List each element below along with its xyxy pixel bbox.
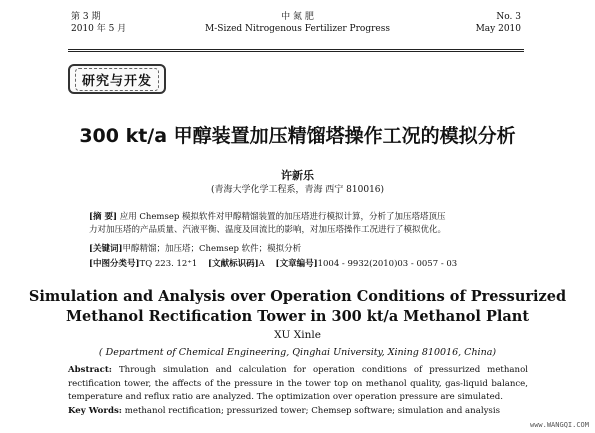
- watermark: www.WANGQI.COM: [529, 421, 589, 429]
- affiliation-en: ( Department of Chemical Engineering, Qinghai University, Xining 810016, China): [98, 347, 497, 358]
- issue-zh: 第 3 期: [71, 12, 101, 22]
- doc-code-label: [文献标识码]: [208, 259, 259, 269]
- keywords-en: [68, 406, 528, 416]
- section-badge-label: 研究与开发: [75, 68, 159, 91]
- classification-row: [89, 257, 507, 269]
- header-rule: [68, 49, 524, 50]
- header-issue-en: [476, 11, 521, 35]
- abstract-zh-text-2: 力对加压塔的产品质量、汽液平衡、温度及回流比的影响，对加压塔操作工况进行了模拟优化。: [89, 225, 447, 235]
- keywords-en-text: methanol rectification; pressurized tower; Chemsep software; simulation and analysis: [124, 406, 501, 416]
- abstract-zh: [89, 211, 507, 237]
- issue-en: No. 3: [496, 12, 521, 22]
- title-zh: 300 kt/a 甲醇装置加压精馏塔操作工况的模拟分析: [79, 125, 516, 147]
- doc-code-value: A: [258, 259, 265, 269]
- abstract-zh-line-1: [89, 211, 507, 224]
- date-en: May 2010: [475, 24, 521, 34]
- author-en: XU Xinle: [274, 329, 321, 341]
- abstract-zh-text-1: 应用 Chemsep 模拟软件对甲醇精馏装置的加压塔进行模拟计算，分析了加压塔塔顶压: [119, 212, 446, 222]
- abstract-en-text: Through simulation and calculation for operation conditions of pressurized methanol rectification tower, the affects of the pressure in the tower top on methanol quality, gas-liquid balance, temperature and reflux ratio are analyzed. The optimization over operation pressure are simulated.: [68, 365, 528, 402]
- keywords-en-label: Key Words:: [68, 406, 122, 416]
- keywords-zh-text: 甲醇精馏；加压塔；Chemsep 软件；模拟分析: [122, 244, 302, 254]
- title-en-line-2: Methanol Rectification Tower in 300 kt/a Methanol Plant: [65, 308, 530, 325]
- affiliation-zh: (青海大学化学工程系，青海 西宁 810016): [210, 185, 385, 195]
- header-rule-secondary: [68, 51, 524, 52]
- keywords-zh-label: [关键词]: [89, 244, 123, 254]
- abstract-zh-label: [摘 要]: [89, 212, 118, 222]
- class-label: [中图分类号]: [89, 259, 140, 269]
- article-no-value: 1004 - 9932(2010)03 - 0057 - 03: [317, 259, 458, 269]
- journal-title-zh: 中 氮 肥: [281, 12, 314, 22]
- article-no-label: [文章编号]: [275, 259, 318, 269]
- keywords-zh: [89, 242, 507, 254]
- section-badge: [68, 64, 166, 94]
- date-zh: 2010 年 5 月: [71, 24, 127, 34]
- class-value: TQ 223. 12⁺1: [139, 259, 198, 269]
- journal-title-en: M-Sized Nitrogenous Fertilizer Progress: [205, 24, 390, 34]
- abstract-en-label: Abstract:: [68, 365, 112, 375]
- title-en-line-1: Simulation and Analysis over Operation Conditions of Pressurized: [28, 288, 567, 305]
- abstract-en: [68, 364, 528, 405]
- author-zh: 许新乐: [281, 169, 314, 182]
